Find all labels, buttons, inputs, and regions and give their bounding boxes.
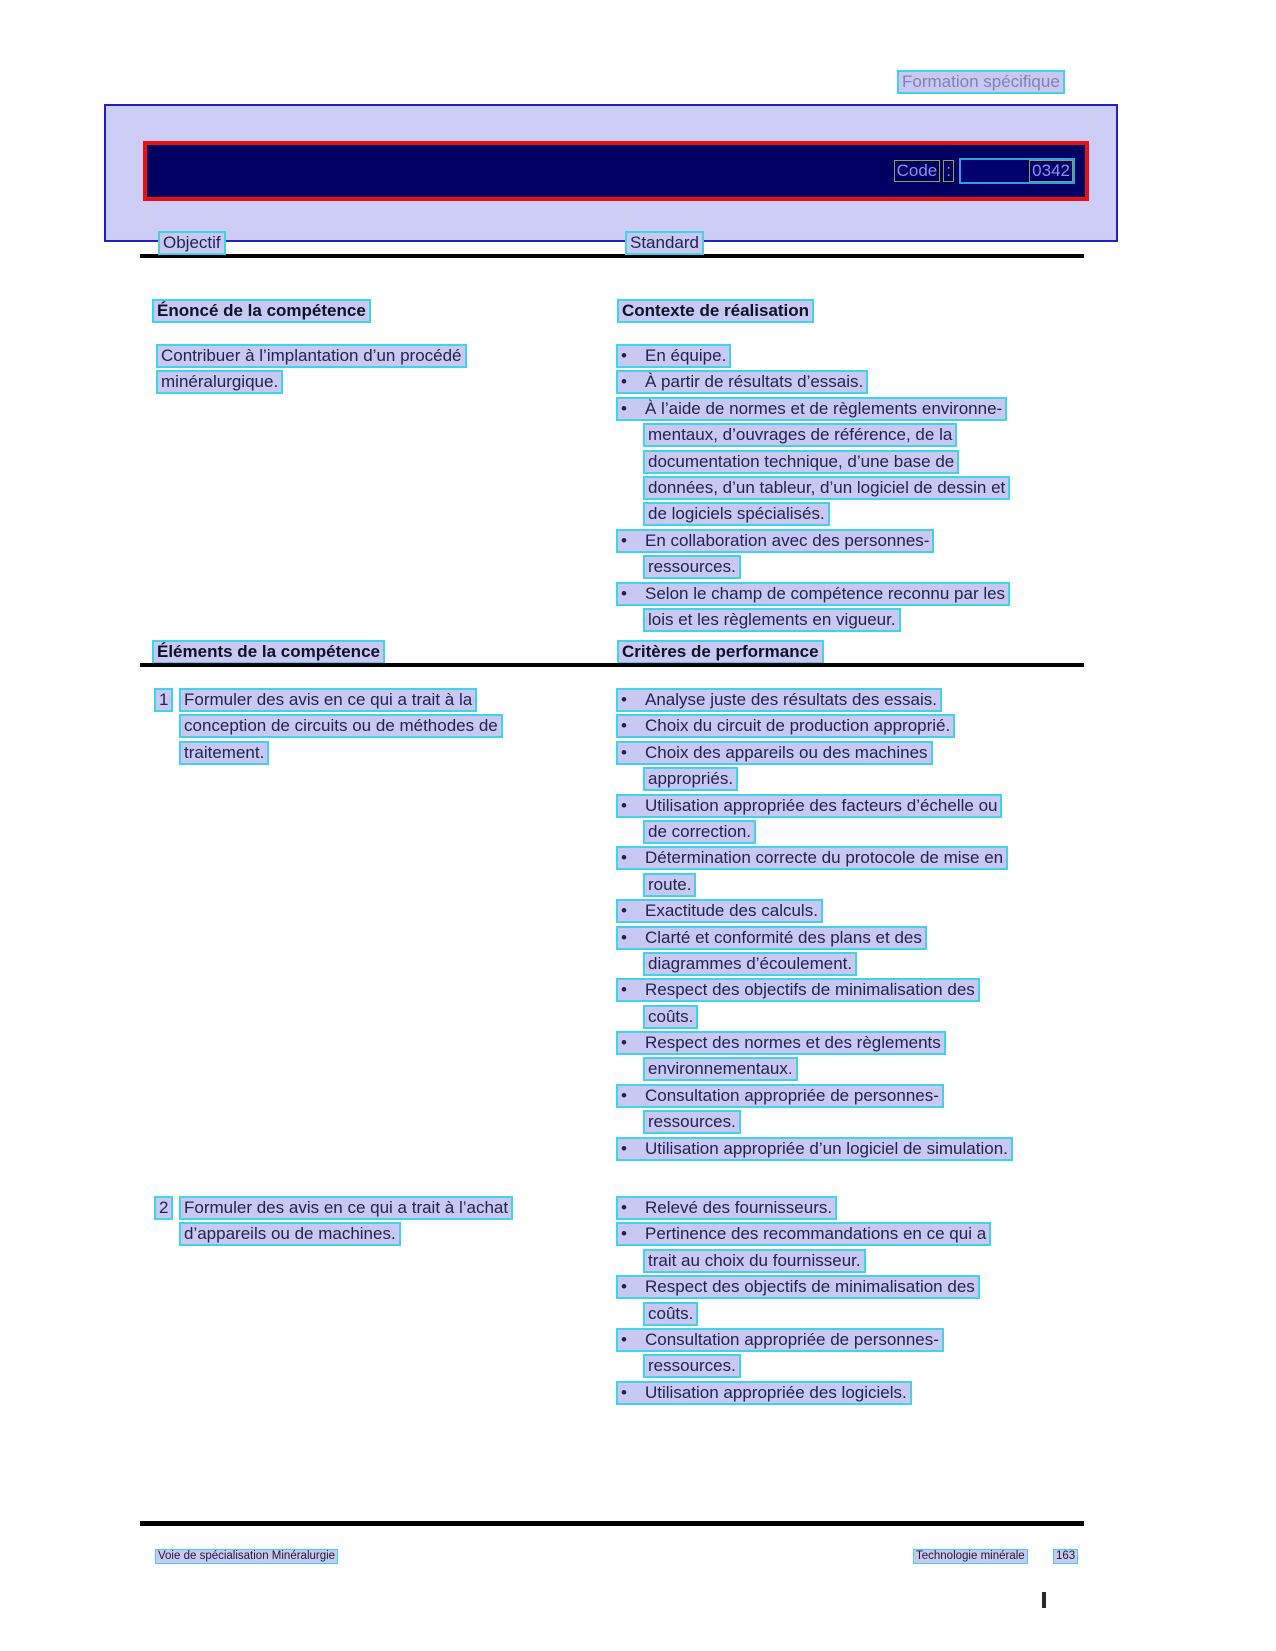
item-1-criteria-list: [616, 688, 1013, 1163]
bullet-icon: •: [621, 716, 627, 736]
highlighted-text: [616, 1275, 980, 1299]
section1-right-header: Contexte de réalisation: [617, 299, 814, 323]
bullet-text: Utilisation appropriée des logiciels.: [645, 1382, 907, 1402]
bullet-text: En collaboration avec des personnes-: [645, 530, 930, 550]
highlighted-text: ressources.: [643, 1354, 741, 1378]
highlighted-text: lois et les règlements en vigueur.: [643, 608, 901, 632]
bullet-line: [616, 952, 1013, 978]
bullet-line: [616, 767, 1013, 793]
bullet-line: [616, 397, 1010, 423]
highlighted-text: [616, 1196, 837, 1220]
highlighted-text: de logiciels spécialisés.: [643, 502, 830, 526]
text-line: [179, 741, 503, 767]
divider-rule-bottom: [140, 1521, 1084, 1526]
highlighted-text: Contribuer à l’implantation d’un procédé: [156, 344, 467, 368]
bullet-icon: •: [621, 398, 627, 418]
highlighted-text: [616, 926, 927, 950]
standard-label: Standard: [625, 231, 704, 255]
footer-page-number: 163: [1053, 1544, 1078, 1564]
footer-right: Technologie minérale: [913, 1544, 1028, 1564]
bullet-icon: •: [621, 372, 627, 392]
bullet-line: [616, 1057, 1013, 1083]
bullet-line: [616, 978, 1013, 1004]
highlighted-text: diagrammes d’écoulement.: [643, 952, 857, 976]
bullet-icon: •: [621, 848, 627, 868]
highlighted-text: [616, 688, 942, 712]
highlighted-text: Formuler des avis en ce qui a trait à l’achat: [179, 1196, 513, 1220]
highlighted-text: [616, 1328, 944, 1352]
bullet-line: [616, 1302, 991, 1328]
bullet-icon: •: [621, 690, 627, 709]
highlighted-text: [616, 741, 933, 765]
highlighted-text: [616, 1031, 946, 1055]
bullet-line: [616, 846, 1013, 872]
bullet-icon: •: [621, 795, 627, 815]
bullet-line: [616, 1222, 991, 1248]
highlighted-text: minéralurgique.: [156, 370, 283, 394]
code-label: Code: [894, 160, 941, 182]
bullet-line: [616, 899, 1013, 925]
highlighted-text: [616, 1222, 991, 1246]
highlighted-text: [616, 1084, 944, 1108]
highlighted-text: d’appareils ou de machines.: [179, 1222, 401, 1246]
bullet-line: [616, 476, 1010, 502]
highlighted-text: [616, 344, 731, 368]
highlighted-text: [616, 582, 1010, 606]
bullet-line: [616, 1005, 1013, 1031]
bullet-text: À l’aide de normes et de règlements environne-: [645, 398, 1003, 418]
bullet-line: [616, 529, 1010, 555]
bullet-line: [616, 423, 1010, 449]
bullet-text: Exactitude des calculs.: [645, 901, 818, 921]
bullet-text: Utilisation appropriée des facteurs d’échelle ou: [645, 795, 998, 815]
title-box: [143, 141, 1089, 201]
bullet-line: [616, 873, 1013, 899]
program-label: [897, 70, 1065, 94]
objectif-label: Objectif: [158, 231, 226, 255]
bullet-line: [616, 608, 1010, 634]
bullet-line: [616, 1354, 991, 1380]
bullet-line: [616, 1084, 1013, 1110]
highlighted-text: mentaux, d’ouvrages de référence, de la: [643, 423, 957, 447]
highlighted-text: route.: [643, 873, 696, 897]
bullet-text: Détermination correcte du protocole de mise en: [645, 848, 1004, 868]
item-2-statement: [179, 1196, 513, 1249]
item-2-criteria-list: [616, 1196, 991, 1407]
bullet-icon: •: [621, 927, 627, 947]
highlighted-text: coûts.: [643, 1005, 698, 1029]
code-field: [959, 158, 1075, 184]
bullet-line: [616, 502, 1010, 528]
bullet-icon: •: [621, 980, 627, 1000]
bullet-text: Choix des appareils ou des machines: [645, 742, 928, 762]
highlighted-text: [616, 794, 1002, 818]
text-line: [179, 1222, 513, 1248]
highlighted-text: documentation technique, d’une base de: [643, 450, 959, 474]
bullet-text: Selon le champ de compétence reconnu par les: [645, 583, 1006, 603]
bullet-text: Respect des normes et des règlements: [645, 1033, 941, 1053]
bullet-icon: •: [621, 530, 627, 550]
bullet-line: [616, 1137, 1013, 1163]
highlighted-text: ressources.: [643, 555, 741, 579]
item-1-statement: [179, 688, 503, 767]
bullet-line: [616, 926, 1013, 952]
bullet-icon: •: [621, 583, 627, 603]
bullet-line: [616, 1196, 991, 1222]
bullet-icon: •: [621, 742, 627, 762]
divider-rule-top: [140, 254, 1084, 258]
bullet-text: Respect des objectifs de minimalisation des: [645, 980, 975, 1000]
bullet-text: Choix du circuit de production approprié.: [645, 716, 951, 736]
bullet-line: [616, 688, 1013, 714]
text-line: [179, 714, 503, 740]
highlighted-text: environnementaux.: [643, 1057, 798, 1081]
bullet-line: [616, 1328, 991, 1354]
highlighted-text: [616, 397, 1007, 421]
bullet-line: [616, 820, 1013, 846]
highlighted-text: [616, 846, 1008, 870]
footer-left: Voie de spécialisation Minéralurgie: [155, 1544, 338, 1564]
bullet-icon: •: [621, 1224, 627, 1244]
competence-statement: [156, 344, 467, 397]
bullet-text: Consultation appropriée de personnes-: [645, 1085, 939, 1105]
bullet-icon: •: [621, 1329, 627, 1349]
text-line: [156, 370, 467, 396]
highlighted-text: [616, 370, 868, 394]
bullet-text: Utilisation appropriée d’un logiciel de simulation.: [645, 1138, 1008, 1158]
text-line: [179, 688, 503, 714]
bullet-icon: •: [621, 1382, 627, 1402]
bullet-line: [616, 1275, 991, 1301]
bullet-icon: •: [621, 346, 627, 365]
section2-right-header: Critères de performance: [617, 640, 824, 664]
code-value: 0342: [1029, 160, 1073, 182]
highlighted-text: [616, 529, 934, 553]
bullet-line: [616, 741, 1013, 767]
bullet-text: Respect des objectifs de minimalisation des: [645, 1277, 975, 1297]
bullet-line: [616, 582, 1010, 608]
bullet-icon: •: [621, 1085, 627, 1105]
item-2-number: 2: [154, 1196, 173, 1220]
divider-rule-middle: [140, 663, 1084, 667]
bullet-line: [616, 714, 1013, 740]
bullet-icon: •: [621, 1138, 627, 1158]
highlighted-text: Formuler des avis en ce qui a trait à la: [179, 688, 477, 712]
bullet-line: [616, 1249, 991, 1275]
bullet-line: [616, 370, 1010, 396]
highlighted-text: appropriés.: [643, 767, 738, 791]
bullet-line: [616, 344, 1010, 370]
bullet-text: Pertinence des recommandations en ce qui a: [645, 1224, 987, 1244]
text-line: [156, 344, 467, 370]
code-separator: :: [943, 160, 954, 182]
bullet-icon: •: [621, 1277, 627, 1297]
highlighted-text: ressources.: [643, 1110, 741, 1134]
highlighted-text: [616, 714, 955, 738]
bullet-line: [616, 450, 1010, 476]
bullet-text: En équipe.: [645, 346, 727, 365]
bullet-icon: •: [621, 1198, 627, 1217]
bullet-text: Relevé des fournisseurs.: [645, 1198, 833, 1217]
bullet-icon: •: [621, 1033, 627, 1053]
section2-left-header: Éléments de la compétence: [152, 640, 385, 664]
section1-left-header: Énoncé de la compétence: [152, 299, 371, 323]
bullet-text: Clarté et conformité des plans et des: [645, 927, 922, 947]
highlighted-text: trait au choix du fournisseur.: [643, 1249, 866, 1273]
text-line: [179, 1196, 513, 1222]
bullet-text: Consultation appropriée de personnes-: [645, 1329, 939, 1349]
highlighted-text: [616, 1381, 912, 1405]
bullet-line: [616, 1381, 991, 1407]
cursor-tick-mark: [1042, 1592, 1046, 1608]
bullet-icon: •: [621, 901, 627, 921]
highlighted-text: coûts.: [643, 1302, 698, 1326]
program-label-text: Formation spécifique: [897, 70, 1065, 94]
bullet-text: Analyse juste des résultats des essais.: [645, 690, 937, 709]
item-1-number: 1: [154, 688, 173, 712]
bullet-line: [616, 555, 1010, 581]
highlighted-text: données, d’un tableur, d’un logiciel de dessin et: [643, 476, 1010, 500]
highlighted-text: de correction.: [643, 820, 756, 844]
highlighted-text: [616, 1137, 1013, 1161]
bullet-line: [616, 794, 1013, 820]
bullet-line: [616, 1031, 1013, 1057]
bullet-text: À partir de résultats d’essais.: [645, 372, 864, 392]
highlighted-text: [616, 978, 980, 1002]
highlighted-text: conception de circuits ou de méthodes de: [179, 714, 503, 738]
bullet-line: [616, 1110, 1013, 1136]
highlighted-text: traitement.: [179, 741, 269, 765]
highlighted-text: [616, 899, 823, 923]
context-bullet-list: [616, 344, 1010, 634]
